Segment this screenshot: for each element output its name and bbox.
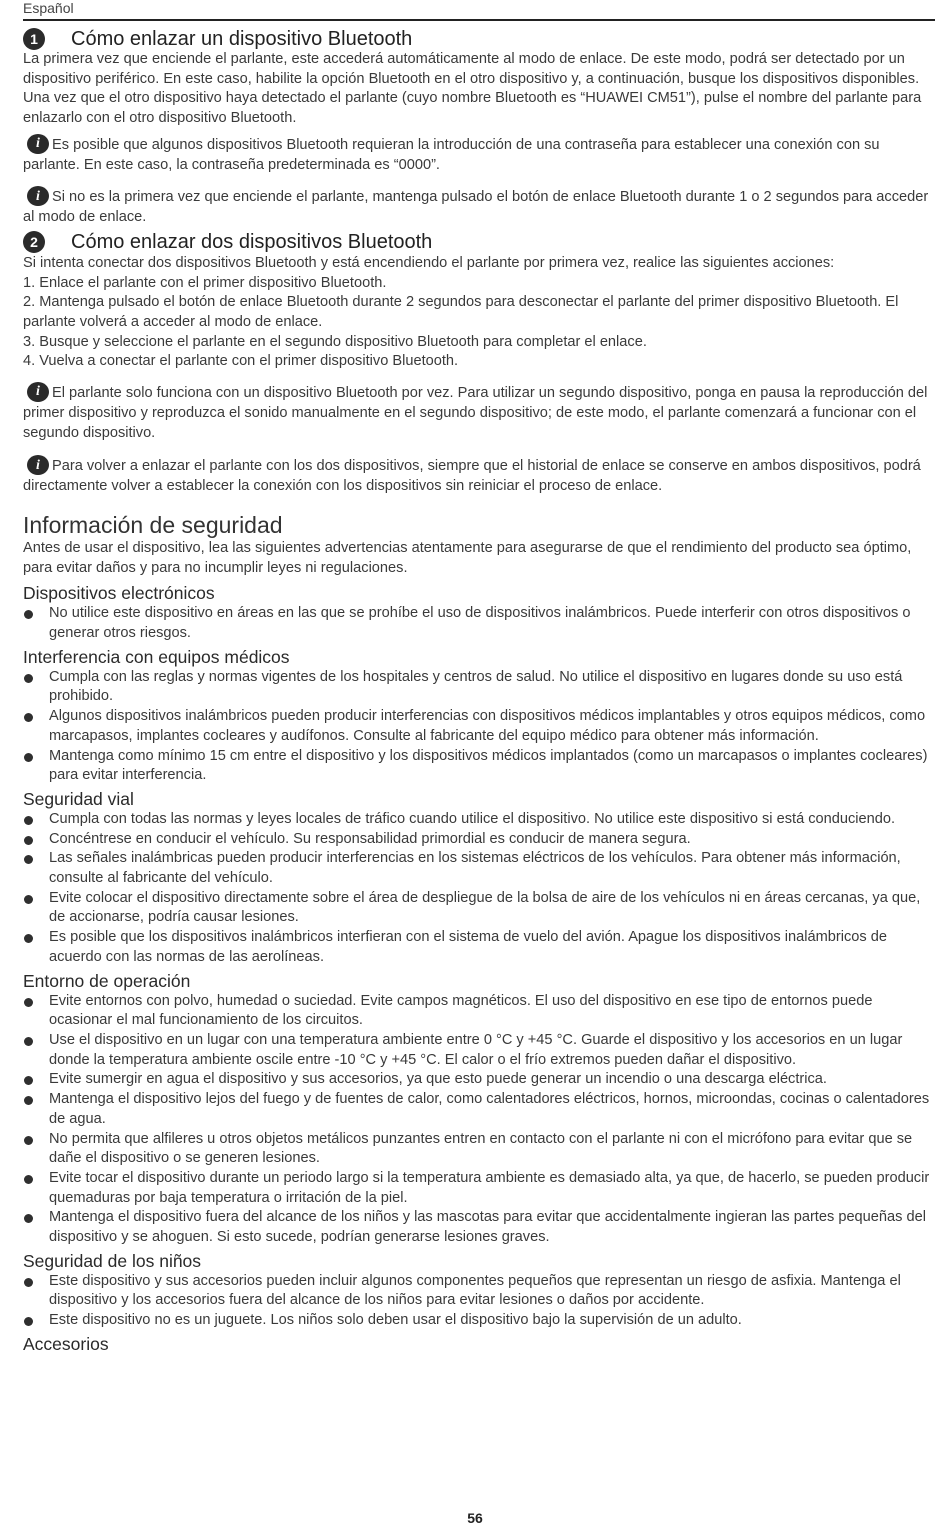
bullet-item: Este dispositivo y sus accesorios pueden incluir algunos componentes pequeños que representan un riesgo de asfixia. Mantenga el dispositivo y los accesorios fuera del alcance de los niños para evitar lesiones o daños por accidente. bbox=[23, 1272, 935, 1311]
note-text: Es posible que algunos dispositivos Bluetooth requieran la introducción de una contraseña para establecer una conexión con su parlante. En este caso, la contraseña predeterminada es “0000”. bbox=[23, 136, 880, 173]
header-rule bbox=[23, 19, 935, 21]
section-2-heading bbox=[23, 230, 935, 254]
section-1-heading bbox=[23, 27, 935, 51]
note-text: Para volver a enlazar el parlante con los dos dispositivos, siempre que el historial de enlace se conserve en ambos dispositivos, podrá directamente volver a establecer la conexión con los dispositivos sin reiniciar el proceso de enlace. bbox=[23, 458, 921, 495]
subsection-heading: Dispositivos electrónicos bbox=[23, 583, 215, 604]
steps-list bbox=[23, 274, 935, 373]
safety-title: Información de seguridad bbox=[23, 511, 283, 538]
bullet-item: Evite colocar el dispositivo directamente sobre el área de despliegue de la bolsa de aire de los vehículos ni en áreas cercanas, ya que, de accionarse, podría causar lesiones. bbox=[23, 889, 935, 928]
bullet-item: Evite tocar el dispositivo durante un periodo largo si la temperatura ambiente es demasiado alta, ya que, de hacerlo, se pueden producir quemaduras por baja temperatura o irritación de la piel. bbox=[23, 1169, 935, 1208]
bullet-item: Las señales inalámbricas pueden producir interferencias en los sistemas eléctricos de los vehículos. Para obtener más información, consulte al fabricante del vehículo. bbox=[23, 849, 935, 888]
step-item: 3. Busque y seleccione el parlante en el segundo dispositivo Bluetooth para completar el enlace. bbox=[23, 333, 647, 350]
bullet-item: Cumpla con las reglas y normas vigentes de los hospitales y centros de salud. No utilice el dispositivo en lugares donde su uso está prohibido. bbox=[23, 668, 935, 707]
subsection-heading: Accesorios bbox=[23, 1333, 109, 1354]
section-2-title: Cómo enlazar dos dispositivos Bluetooth bbox=[71, 230, 433, 253]
bullet-list bbox=[23, 668, 935, 786]
bullet-list bbox=[23, 992, 935, 1248]
note bbox=[23, 134, 935, 176]
safety-sections bbox=[23, 582, 935, 1355]
bullet-item: Mantenga el dispositivo lejos del fuego y de fuentes de calor, como calentadores eléctricos, hornos, microondas, cocinas o calentadores de agua. bbox=[23, 1090, 935, 1129]
info-icon: i bbox=[27, 455, 49, 475]
section-1-title: Cómo enlazar un dispositivo Bluetooth bbox=[71, 28, 413, 50]
step-item: 1. Enlace el parlante con el primer dispositivo Bluetooth. bbox=[23, 274, 387, 291]
subsection-heading: Entorno de operación bbox=[23, 970, 191, 991]
bullet-list bbox=[23, 604, 935, 643]
section-2-intro: Si intenta conectar dos dispositivos Bluetooth y está encendiendo el parlante por primera vez, realice las siguientes acciones: bbox=[23, 254, 835, 271]
bullet-item: Evite entornos con polvo, humedad o suciedad. Evite campos magnéticos. El uso del dispositivo en ese tipo de entornos puede ocasionar el mal funcionamiento de los circuitos. bbox=[23, 992, 935, 1031]
bullet-item: No utilice este dispositivo en áreas en las que se prohíbe el uso de dispositivos inalámbricos. Puede interferir con otros dispositivos o generar otros riesgos. bbox=[23, 604, 935, 643]
document-page bbox=[23, 0, 935, 1355]
bullet-item: Algunos dispositivos inalámbricos pueden producir interferencias con dispositivos médicos implantables y otros equipos médicos, como marcapasos, implantes cocleares y audífonos. Consulte al fabricante del equipo médico para obtener más información. bbox=[23, 707, 935, 746]
safety-intro: Antes de usar el dispositivo, lea las siguientes advertencias atentamente para asegurarse de que el rendimiento del producto sea óptimo, para evitar daños y para no incumplir leyes ni regulaciones. bbox=[23, 539, 912, 576]
info-icon: i bbox=[27, 382, 49, 402]
subsection-heading: Seguridad vial bbox=[23, 788, 134, 809]
note bbox=[23, 186, 935, 228]
step-2-badge: 2 bbox=[23, 231, 45, 253]
info-icon: i bbox=[27, 134, 49, 154]
bullet-item: Evite sumergir en agua el dispositivo y sus accesorios, ya que esto puede generar un incendio o una descarga eléctrica. bbox=[23, 1070, 935, 1090]
note bbox=[23, 382, 935, 443]
bullet-list bbox=[23, 1272, 935, 1331]
info-icon: i bbox=[27, 186, 49, 206]
step-item: 2. Mantenga pulsado el botón de enlace Bluetooth durante 2 segundos para desconectar el parlante del primer dispositivo Bluetooth. El parlante volverá a acceder al modo de enlace. bbox=[23, 294, 899, 331]
bullet-item: Mantenga como mínimo 15 cm entre el dispositivo y los dispositivos médicos implantados (como un marcapasos o implantes cocleares) para evitar interferencia. bbox=[23, 747, 935, 786]
page-number: 56 bbox=[467, 1510, 483, 1526]
bullet-item: Este dispositivo no es un juguete. Los niños solo deben usar el dispositivo bajo la supervisión de un adulto. bbox=[23, 1311, 935, 1331]
language-label: Español bbox=[23, 0, 74, 16]
bullet-item: Concéntrese en conducir el vehículo. Su responsabilidad primordial es conducir de manera segura. bbox=[23, 830, 935, 850]
note bbox=[23, 455, 935, 497]
bullet-item: Mantenga el dispositivo fuera del alcance de los niños y las mascotas para evitar que accidentalmente ingieran las partes pequeñas del dispositivo y se ahoguen. Si esto sucede, podrían generarse lesiones graves. bbox=[23, 1208, 935, 1247]
bullet-item: Cumpla con todas las normas y leyes locales de tráfico cuando utilice el dispositivo. No utilice este dispositivo si está conduciendo. bbox=[23, 810, 935, 830]
subsection-heading: Seguridad de los niños bbox=[23, 1250, 202, 1271]
subsection-heading: Interferencia con equipos médicos bbox=[23, 646, 290, 667]
note-text: Si no es la primera vez que enciende el parlante, mantenga pulsado el botón de enlace Bluetooth durante 1 o 2 segundos para acceder al modo de enlace. bbox=[23, 189, 929, 226]
bullet-list bbox=[23, 810, 935, 968]
note-text: El parlante solo funciona con un dispositivo Bluetooth por vez. Para utilizar un segundo dispositivo, ponga en pausa la reproducción del primer dispositivo y reproduzca el sonido manualmente en el segundo dispositivo; de este modo, el parlante comenzará a funcionar con el segundo dispositivo. bbox=[23, 385, 928, 441]
step-1-badge: 1 bbox=[23, 28, 45, 50]
bullet-item: Es posible que los dispositivos inalámbricos interfieran con el sistema de vuelo del avión. Apague los dispositivos inalámbricos de acuerdo con las normas de las aerolíneas. bbox=[23, 928, 935, 967]
step-item: 4. Vuelva a conectar el parlante con el primer dispositivo Bluetooth. bbox=[23, 353, 459, 370]
section-1-body: La primera vez que enciende el parlante, este accederá automáticamente al modo de enlace. De este modo, podrá ser detectado por un dispositivo periférico. En este caso, habilite la opción Bluetooth en el otro dispositivo y, a continuación, busque los dispositivos disponibles. Una vez que el otro dispositivo haya detectado el parlante (cuyo nombre Bluetooth es “HUAWEI CM51”), pulse el nombre del parlante para enlazarlo con el otro dispositivo Bluetooth. bbox=[23, 51, 922, 127]
bullet-item: No permita que alfileres u otros objetos metálicos punzantes entren en contacto con el parlante ni con el micrófono para evitar que se dañe el dispositivo o se generen lesiones. bbox=[23, 1130, 935, 1169]
bullet-item: Use el dispositivo en un lugar con una temperatura ambiente entre 0 °C y +45 °C. Guarde el dispositivo y los accesorios en un lugar donde la temperatura ambiente oscile entre -10 °C y +45 °C. El calor o el frío extremos pueden dañar el dispositivo. bbox=[23, 1031, 935, 1070]
